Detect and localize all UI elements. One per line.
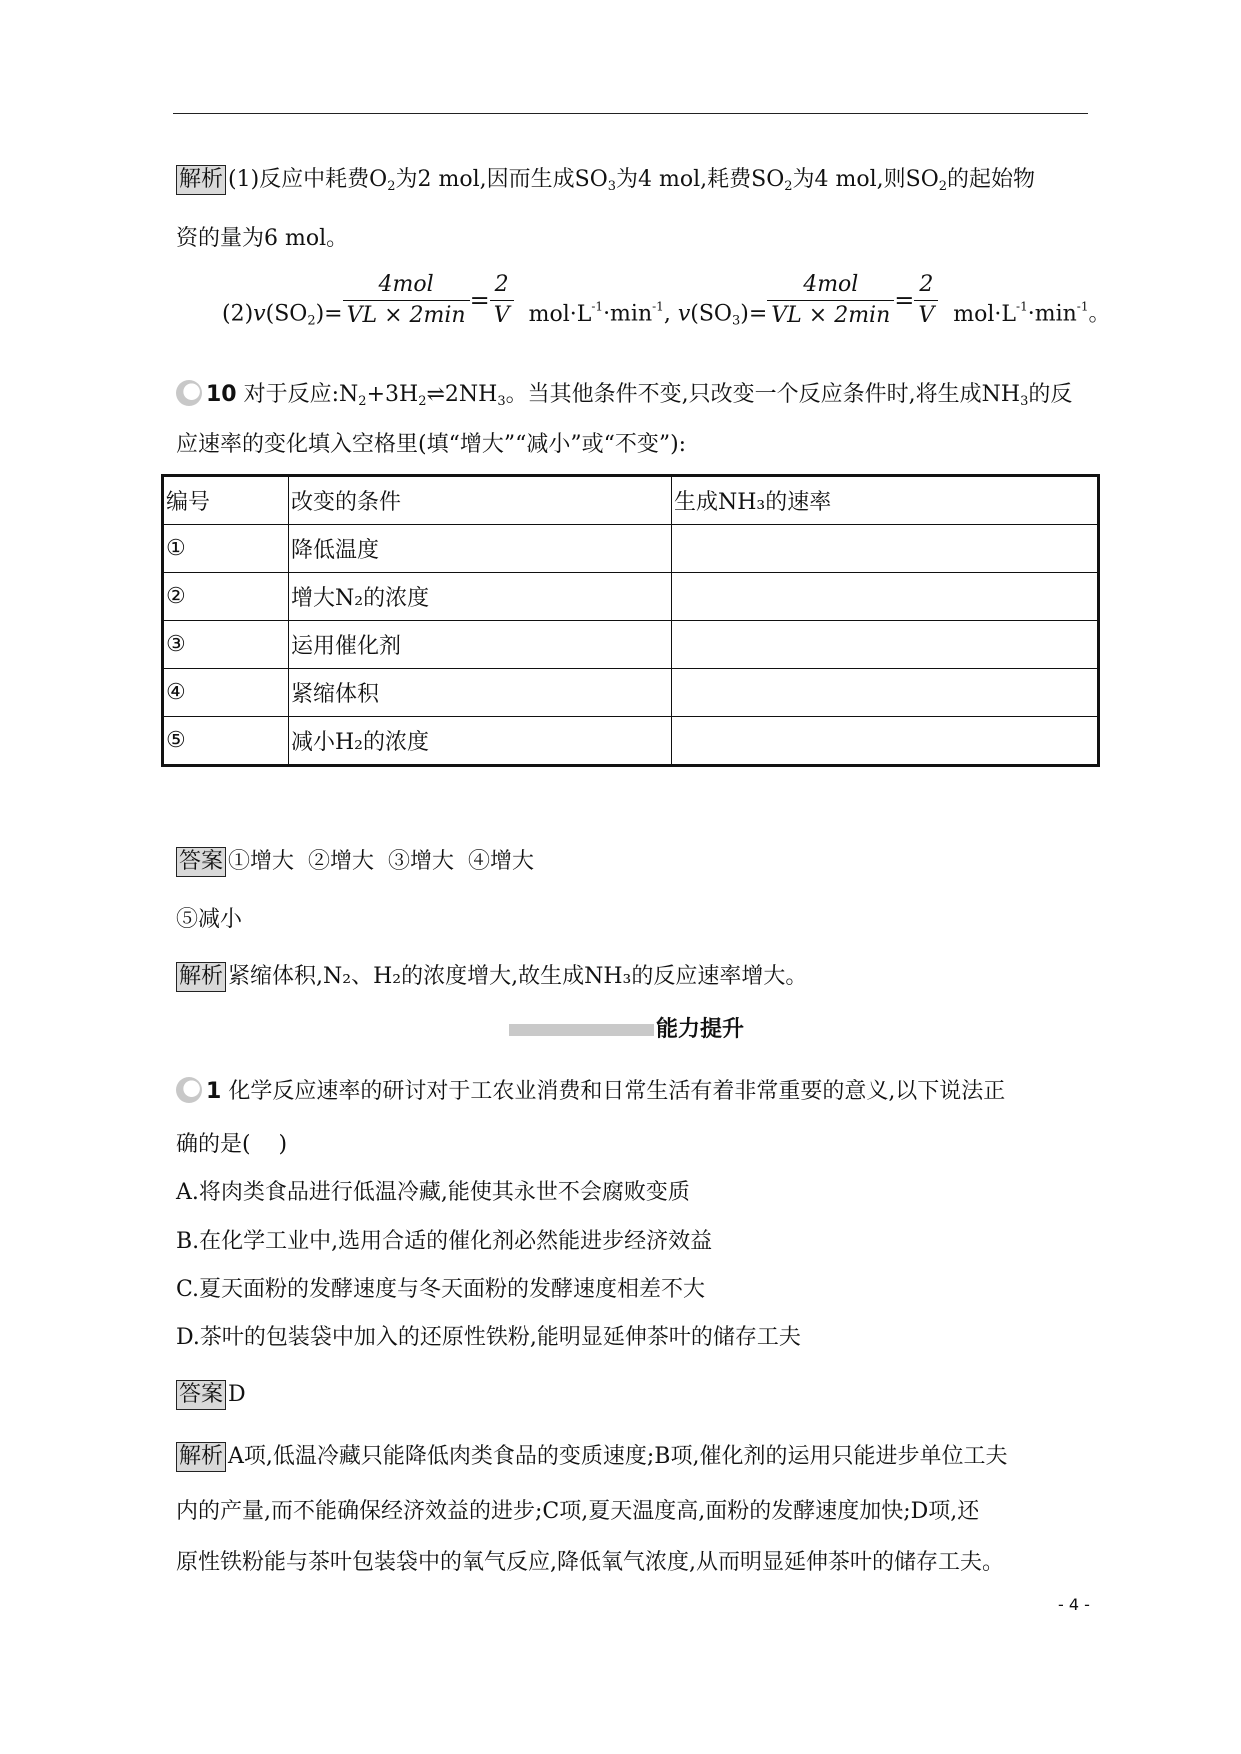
table-cell-blank[interactable] <box>672 717 1099 766</box>
prev-analysis-line2: 资的量为6 mol。 <box>176 226 349 251</box>
table-cell: 减小H₂的浓度 <box>289 717 672 766</box>
table-row <box>163 717 1099 766</box>
section-bar <box>509 1024 654 1036</box>
q10-stem-line2: 应速率的变化填入空格里(填“增大”“减小”或“不变”): <box>176 432 687 457</box>
table-row <box>163 573 1099 621</box>
q10-number: 10 <box>206 382 237 407</box>
table-cell: ④ <box>163 669 289 717</box>
table-row <box>163 669 1099 717</box>
table-header-row <box>163 476 1099 525</box>
q10-answer-line2: ⑤减小 <box>176 907 243 932</box>
q1-analysis-line3: 原性铁粉能与茶叶包装袋中的氧气反应,降低氧气浓度,从而明显延伸茶叶的储存工夫。 <box>176 1550 1004 1575</box>
table-cell: 紧缩体积 <box>289 669 672 717</box>
answer-tag: 答案 <box>176 847 226 877</box>
fraction-4: $\frac{2}{V}$ <box>914 270 938 331</box>
page-number: - 4 - <box>1058 1595 1090 1614</box>
q10-answer-line1: 答案 ①增大 ②增大 ③增大 ④增大 <box>176 847 534 877</box>
table-cell: ⑤ <box>163 717 289 766</box>
table-cell: 增大N₂的浓度 <box>289 573 672 621</box>
table-cell: ② <box>163 573 289 621</box>
rate-formula: $(2)v(SO_2)=$ $\frac{\text{4mol}}{VL \times 2\min}$ = $\frac{2}{V}$ $mol\cdot L_{-1}\cdot\min_{-1}$, $v(SO_3)=$ $\frac{\text{4mol}}{VL \times 2\min}$ = $\frac{2}{V}$ $mol\cdot L_{-1}\cdot\min_{-1}$。 <box>222 270 1111 331</box>
table-cell-blank[interactable] <box>672 573 1099 621</box>
table-cell-blank[interactable] <box>672 621 1099 669</box>
table-cell: 降低温度 <box>289 525 672 573</box>
header-rule <box>173 113 1088 114</box>
fraction-3: $\frac{\text{4mol}}{VL \times 2\min}$ <box>767 270 894 331</box>
table-cell: 运用催化剂 <box>289 621 672 669</box>
q1-stem-line1: 1 化学反应速率的研讨对于工农业消费和日常生活有着非常重要的意义,以下说法正 <box>176 1077 1005 1107</box>
q10-stem-line1: 10 对于反应$:N_2+3H_2\rightleftharpoons 2NH_3$。当其他条件不变,只改变一个反应条件时,将生成$NH_3$的反 <box>176 380 1072 417</box>
table-row <box>163 621 1099 669</box>
table-header: 生成NH₃的速率 <box>672 476 1099 525</box>
q1-option-b[interactable]: B.在化学工业中,选用合适的催化剂必然能进步经济效益 <box>176 1229 713 1254</box>
table-row <box>163 525 1099 573</box>
answer-tag: 答案 <box>176 1380 226 1410</box>
q1-analysis-line2: 内的产量,而不能确保经济效益的进步;C项,夏天温度高,面粉的发酵速度加快;D项,还 <box>176 1499 980 1524</box>
q1-analysis-line1: 解析 A项,低温冷藏只能降低肉类食品的变质速度;B项,催化剂的运用只能进步单位工夫 <box>176 1442 1007 1472</box>
table-cell: ① <box>163 525 289 573</box>
question-bullet-icon <box>176 380 202 406</box>
q1-number: 1 <box>206 1079 222 1104</box>
fraction-1: $\frac{\text{4mol}}{VL \times 2\min}$ <box>343 270 470 331</box>
question-bullet-icon <box>176 1077 202 1103</box>
table-cell-blank[interactable] <box>672 525 1099 573</box>
fraction-2: $\frac{2}{V}$ <box>490 270 514 331</box>
table-header: 改变的条件 <box>289 476 672 525</box>
analysis-tag: 解析 <box>176 962 226 992</box>
table-cell-blank[interactable] <box>672 669 1099 717</box>
analysis-tag: 解析 <box>176 1442 226 1472</box>
table-header: 编号 <box>163 476 289 525</box>
analysis-tag: 解析 <box>176 165 226 195</box>
prev-analysis-line1: 解析 (1)反应中耗费$O_2$为2 mol,因而生成$SO_3$为4 mol,耗费$SO_2$为4 mol,则$SO_2$的起始物 <box>176 165 1035 202</box>
q10-analysis: 解析 紧缩体积,N₂、H₂的浓度增大,故生成NH₃的反应速率增大。 <box>176 962 807 992</box>
q1-option-a[interactable]: A.将肉类食品进行低温冷藏,能使其永世不会腐败变质 <box>176 1180 690 1205</box>
q1-option-c[interactable]: C.夏天面粉的发酵速度与冬天面粉的发酵速度相差不大 <box>176 1277 706 1302</box>
section-title: 能力提升 <box>656 1017 745 1042</box>
rate-table <box>161 474 1100 767</box>
table-cell: ③ <box>163 621 289 669</box>
q1-answer: 答案 D <box>176 1380 246 1410</box>
q1-stem-line2: 确的是( ) <box>176 1132 288 1157</box>
q1-option-d[interactable]: D.茶叶的包装袋中加入的还原性铁粉,能明显延伸茶叶的储存工夫 <box>176 1325 801 1350</box>
